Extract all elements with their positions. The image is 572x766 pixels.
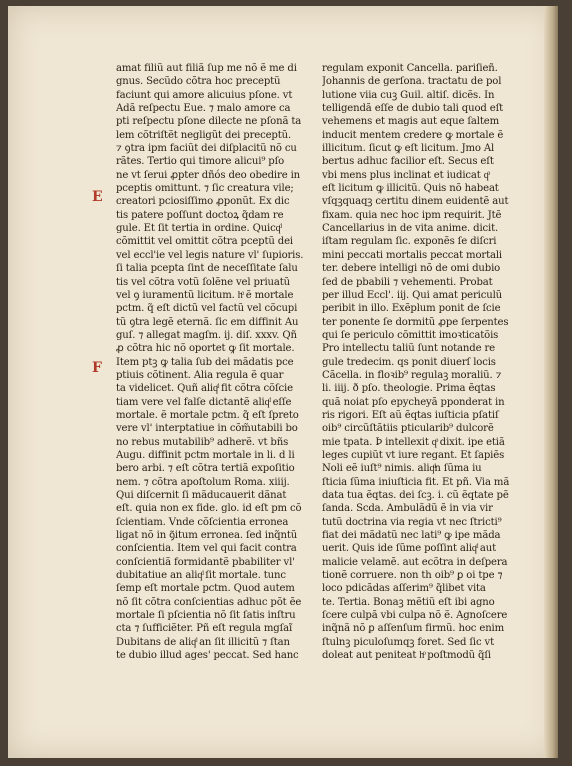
margin-letter-e: E	[92, 189, 103, 205]
text-line: loco pdicãdas aſſerim⁹ q̃libet vita	[322, 583, 486, 595]
text-line: guſ. ⁊ allegat magſm. ij. diſ. xxxv. Qñ	[116, 329, 297, 341]
text-line: Dubitans de aliqͩ an ſit illicitũ ⁊ ſtan	[116, 636, 290, 648]
text-line: conſcientia. Item vel qui facit contra	[116, 543, 297, 555]
text-line: fiat dei mãdatũ nec lati⁹ ꝙ ipe mãda	[322, 530, 501, 542]
text-line: vbi mens plus inclinat et iudicat qͦ	[322, 169, 489, 181]
text-line: malicie velamẽ. aut ecõtra in deſpera	[322, 556, 508, 568]
text-line: li. iiij. ð pſo. theologie. Prima ẽqtas	[322, 383, 496, 395]
page-edge	[544, 6, 558, 758]
text-line: ſed de pbabili ⁊ vehementi. Probat	[322, 276, 493, 288]
text-line: lutione viia cuꝫ Guil. altiſ. dicẽs. In	[322, 89, 495, 101]
text-line: pti reſpectu pſone dilecte ne pſonã ta	[116, 116, 302, 128]
text-line: tionẽ corruere. non th oib⁹ ꝑ oi tpe ⁊	[322, 570, 503, 582]
text-line: ⁊ ꝯtra ipm faciũt dei diſplacitũ nõ cu	[116, 143, 297, 155]
text-line: no rebus mutabilib⁹ adherẽ. vt bñs	[116, 436, 289, 448]
text-line: lem cõtriſtẽt negligũt dei preceptũ.	[116, 129, 292, 141]
text-line: ſi talia pcepta ſint de neceſſitate ſalu	[116, 263, 298, 275]
text-line: tis patere poſſunt doctoꝝ q̃dam re	[116, 209, 284, 221]
text-line: pctm. q̃ eſt dictũ vel factũ vel cõcupi	[116, 303, 298, 315]
text-line: Johannis de gerſona. tractatu de pol	[322, 76, 502, 88]
text-line: mie tpata. Þ intellexit qͦ dixit. ipe etiã	[322, 436, 505, 448]
text-line: tutũ doctrina via regia vt nec ſtricti⁹	[322, 516, 502, 528]
text-line: rãtes. Tertio qui timore alicui⁹ pſo	[116, 156, 285, 168]
text-line: doleat aut peniteat hͦ poſtmodũ q̃ſi	[322, 650, 492, 662]
text-line: fixam. quia nec hoc ipm requirit. Jtẽ	[322, 209, 502, 221]
text-line: ter. debere intelligi nõ de omi dubio	[322, 263, 501, 275]
text-line: vel ꝯ iuramentũ licitum. hͦ ẽ mortale	[116, 289, 294, 301]
text-line: iſtam regulam ſic. exponẽs ſe diſcri	[322, 236, 497, 248]
text-line: dubitatiue an aliqͩ ſit mortale. tunc	[116, 570, 286, 582]
text-line: Adã reſpectu Eue. ⁊ malo amore ca	[116, 103, 291, 115]
text-line: Cãcella. in floꝛib⁹ regulaꝫ moraliũ. ⁊	[322, 369, 502, 381]
text-line: cõmittit vel omittit cõtra pceptũ dei	[116, 236, 293, 248]
text-line: gule tredecim. qs ponit diuerſ locis	[322, 356, 496, 368]
text-line: peribit in illo. Exẽplum ponit de ſcie	[322, 303, 501, 315]
text-line: eſt. quia non ex fide. glo. id eſt pm cõ	[116, 503, 302, 515]
text-line: te dubio illud ages' peccat. Sed hanc	[116, 650, 299, 662]
text-line: eſt licitum ꝙ illicitũ. Quis nõ habeat	[322, 183, 499, 195]
text-line: Pro intellectu taliũ ſunt notande re	[322, 343, 495, 355]
left-text-column	[116, 62, 304, 662]
text-line: ligat nõ in ꝯ̃itum erronea. ſed inq̃ntũ	[116, 530, 298, 542]
text-line: mortale. ẽ mortale pctm. q̃ eſt ſpreto	[116, 409, 299, 421]
text-line: ta videlicet. Quñ aliqͩ fit cõtra cõſcie	[116, 383, 293, 395]
text-line: conſcientiã formidantẽ pbabiliter vl'	[116, 556, 295, 568]
text-line: ſanda. Scda. Ambulãdũ ẽ in via vir	[322, 503, 493, 515]
text-line: Noli eẽ iuſt⁹ nimis. aliqͩn ſũma iu	[322, 463, 482, 475]
text-line: bero arbi. ⁊ eſt cõtra tertiã expoſitio	[116, 463, 295, 475]
text-line: per illud Eccl'. iij. Qui amat periculũ	[322, 289, 503, 301]
text-line: amat filiũ aut filiã ſup me nõ ẽ me di	[116, 63, 297, 74]
text-line: nõ ſit cõtra conſcientias adhuc põt ẽe	[116, 596, 302, 608]
text-line: Augu. diffinit pctm mortale in li. d li	[116, 449, 295, 461]
text-line: vehemens et magis aut eque ſaltem	[322, 116, 500, 128]
text-line: gnus. Secũdo cõtra hoc preceptũ	[116, 76, 281, 88]
text-line: Cancellarius in de vita anime. dicit.	[322, 223, 499, 235]
manuscript-page	[8, 6, 558, 758]
text-line: gule. Et ſit tertia in ordine. Quicqͩ	[116, 223, 281, 235]
text-line: tũ ꝯtra legẽ eternã. ſic em diffinit Au	[116, 316, 299, 328]
text-line: tiam vere vel falſe dictantẽ aliqͩ eſſe	[116, 396, 292, 408]
text-line: bertus adhuc facilior eſt. Secus eſt	[322, 156, 494, 168]
text-line: creatori pciosiſſimo ꝓponũt. Ex dic	[116, 196, 290, 208]
text-line: ptiuis cõtinent. Alia regula ẽ quar	[116, 369, 284, 381]
text-line: leges cupiũt vt iure regant. Et ſapiẽs	[322, 449, 505, 461]
text-line: mortale ſi pſcientia nõ ſit ſatis inſtru	[116, 610, 296, 622]
text-line: ſcientiam. Vnde cõſcientia erronea	[116, 516, 289, 528]
text-line: faciunt qui amore alicuius pſone. vt	[116, 89, 293, 101]
right-text-column	[322, 62, 512, 662]
text-line: uerit. Quis ide ſũme poſſint aliqͩ aut	[322, 543, 497, 555]
text-line: cta ⁊ ſufficiẽter. Pñ eſt regula mgſaĩ	[116, 623, 293, 635]
text-line: inq̃nã nõ ꝑ aſſenſum firmũ. hoc enim	[322, 623, 505, 635]
text-line: nem. ⁊ cõtra apoſtolum Roma. xiiij.	[116, 476, 290, 488]
text-line: Item ptꝫ ꝙ talia ſub dei mãdatis pce	[116, 356, 294, 368]
text-line: telligendã eſſe de dubio tali quod eſt	[322, 103, 504, 115]
text-line: quã noiat pſo epycheyã pponderat in	[322, 396, 505, 408]
text-line: pceptis omittunt. ⁊ ſic creatura vile;	[116, 183, 294, 195]
text-line: data tua ẽqtas. dei ſcꝫ. i. cũ ẽqtate pẽ	[322, 490, 509, 501]
text-line: ꝓ cõtra hic nõ oportet ꝙ ſit mortale.	[116, 343, 295, 355]
text-line: ſticia ſũma iniuſticia fit. Et pñ. Via mã	[322, 476, 510, 488]
text-line: vere vl' interptatiue in cõm̃utabili bo	[116, 423, 298, 435]
text-line: mini peccati mortalis peccat mortali	[322, 249, 503, 261]
text-line: ter ponente ſe dormitũ ꝓpe ſerpentes	[322, 316, 509, 328]
text-line: ſemp eſt mortale pctm. Quod autem	[116, 583, 295, 595]
text-line: tis vel cõtra votũ ſolẽne vel priuatũ	[116, 276, 291, 288]
text-line: vſqꝫquaqꝫ certitu dinem euidentẽ aut	[322, 196, 509, 208]
text-line: Qui diſcernit ſi mãducauerit dãnat	[116, 490, 287, 501]
text-line: inducit mentem credere ꝙ mortale ẽ	[322, 129, 504, 141]
text-line: vel eccl'ie vel legis nature vl' ſupioris.	[116, 249, 304, 261]
text-line: qui ſe periculo cõmittit imoꝛticatõis	[322, 329, 499, 341]
margin-letter-f: F	[92, 360, 102, 376]
text-line: regulam exponit Cancella. pariſieñ.	[322, 63, 498, 74]
text-line: oib⁹ circũſtãtiis pticularib⁹ dulcorẽ	[322, 423, 494, 435]
text-line: ſtulnꝫ piculoſumqꝫ foret. Sed ſic vt	[322, 636, 495, 648]
text-line: ris rigori. Eſt aũ ẽqtas iuſticia pſatiſ	[322, 409, 499, 421]
text-line: te. Tertia. Bonaꝫ mẽtiũ eſt ibi agno	[322, 596, 495, 608]
text-line: illicitum. ſicut ꝙ eſt licitum. Jmo Al	[322, 143, 495, 155]
text-line: ſcere culpã vbi culpa nõ ẽ. Agnoſcere	[322, 610, 508, 622]
text-line: ne vt ſerui ꝓpter dñós deo obedire in	[116, 169, 300, 181]
